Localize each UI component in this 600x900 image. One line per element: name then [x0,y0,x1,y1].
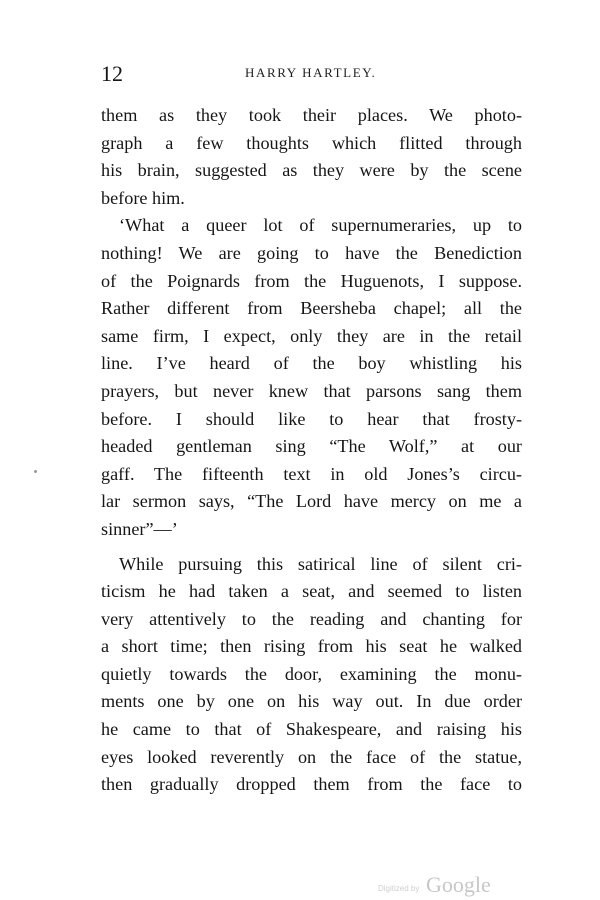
paragraph-gap [101,544,522,551]
text-line: line. I’ve heard of the boy whistling his [101,353,522,374]
text-line: While pursuing this satirical line of silent cri- [119,553,522,574]
text-line: very attentively to the reading and chanting for [101,608,522,629]
text-line: before. I should like to hear that frosty- [101,408,522,429]
text-line: Rather different from Beersheba chapel; all the [101,298,522,319]
margin-speck [34,470,37,473]
text-line: prayers, but never knew that parsons sang them [101,380,522,401]
digitized-by-text: Digitized by [378,884,420,893]
text-line: graph a few thoughts which flitted through [101,132,522,153]
text-line: ments one by one on his way out. In due order [101,691,522,712]
text-line: before him. [101,187,185,208]
page-number: 12 [101,61,123,86]
text-line: ‘What a queer lot of supernumeraries, up to [119,215,522,236]
text-line: a short time; then rising from his seat he walked [101,636,522,657]
text-line: them as they took their places. We photo- [101,105,522,125]
text-line: lar sermon says, “The Lord have mercy on me a [101,491,522,512]
text-line: ticism he had taken a seat, and seemed to listen [101,581,522,602]
running-title: HARRY HARTLEY. [245,65,377,80]
text-line: nothing! We are going to have the Benediction [101,242,522,263]
google-watermark [378,872,508,898]
text-line: gaff. The fifteenth text in old Jones’s circu- [101,463,522,484]
body-text [101,102,522,799]
text-line: quietly towards the door, examining the monu- [101,663,522,684]
text-line: headed gentleman sing “The Wolf,” at our [101,436,522,457]
text-line: same firm, I expect, only they are in the retail [101,325,522,346]
text-line: sinner”—’ [101,518,178,539]
text-line: eyes looked reverently on the face of the statue, [101,746,522,767]
running-header [101,60,521,88]
google-logo: Google [426,872,491,897]
text-line: he came to that of Shakespeare, and raising his [101,719,522,740]
text-line: then gradually dropped them from the face to [101,774,522,795]
text-line: of the Poignards from the Huguenots, I suppose. [101,270,522,291]
text-line: his brain, suggested as they were by the scene [101,160,522,181]
